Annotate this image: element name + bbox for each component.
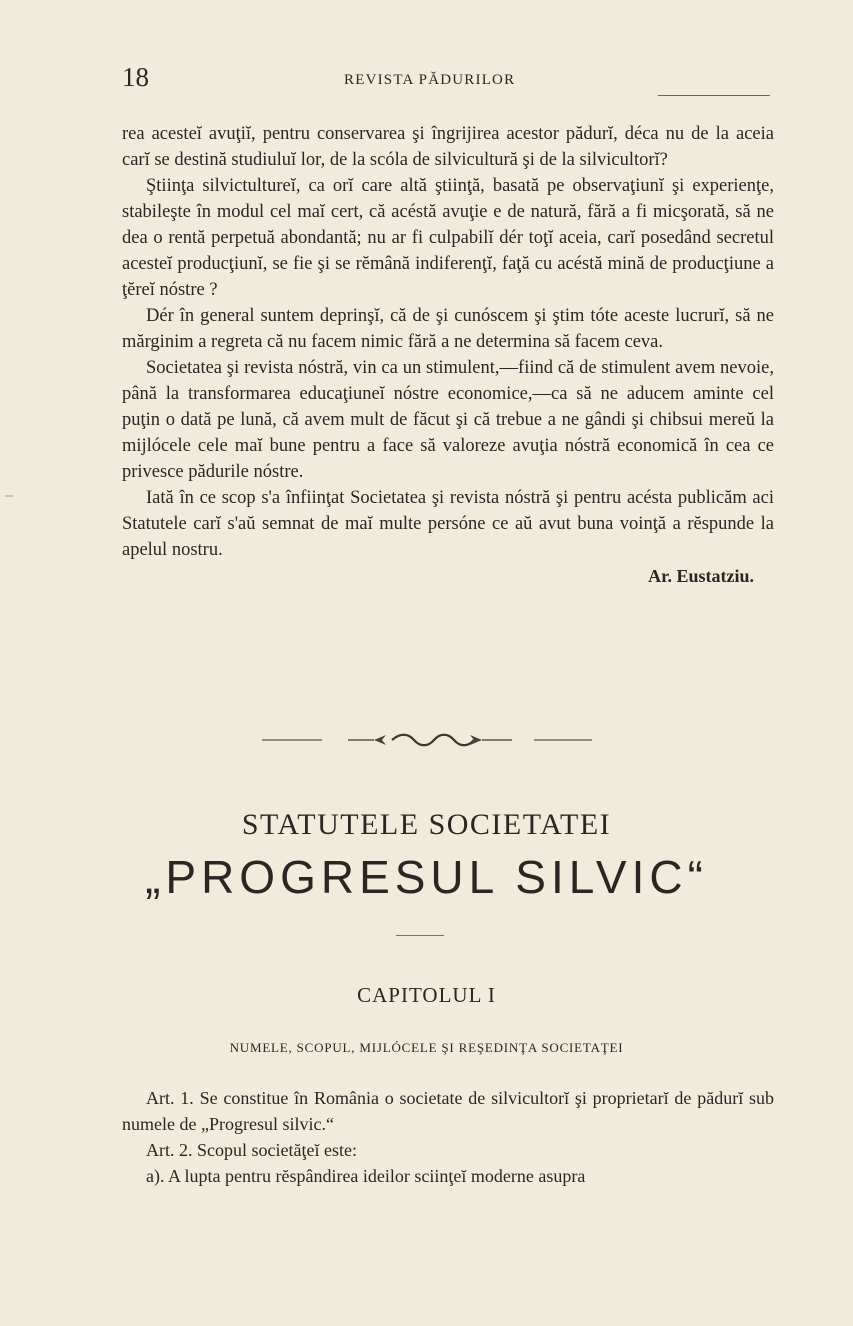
body-paragraph: rea acesteĭ avuţiĭ, pentru conservarea şi îngrijirea acestor pădurĭ, déca nu de la aceia carĭ se destină studiuluĭ lor, de la scóla de silvicultură şi de la silvicultorĭ? [122,124,774,170]
running-title: REVISTA PĂDURILOR [344,72,516,88]
section-rule [396,935,444,936]
society-name: „PROGRESUL SILVIC“ [145,851,708,903]
chapter-title: CAPITOLUL I [357,983,496,1007]
header-rule [658,95,770,96]
body-paragraph: Societatea şi revista nóstră, vin ca un stimulent,—fiind că de stimulent avem nevoie, până la transformarea educaţiuneĭ nóstre economice,—ca să ne aducem aminte cel puţin o dată pe lună, că avem mult de făcut şi că trebue a ne gândi şi chibsui mereŭ la mijlócele cele maĭ bune pentru a face să valoreze avuţia nóstră economică în cea ce privesce pădurile nóstre. [122,358,774,482]
ornament-divider [0,728,853,758]
chapter-subtitle: NUMELE, SCOPUL, MIJLÓCELE ŞI REŞEDINŢA SOCIETAŢEI [229,1040,624,1055]
author-signature: Ar. Eustatziu. [648,566,754,586]
page-header [122,60,770,100]
article-paragraph: Art. 2. Scopul societăţeĭ este: [146,1140,357,1160]
scan-mark [5,495,13,497]
page-number: 18 [122,62,149,92]
body-paragraph: Ştiinţa silvictultureĭ, ca orĭ care altă ştiinţă, basată pe observaţiunĭ şi experienţe, stabileşte în modul cel maĭ cert, că acéstă avuţie e de natură, fără a fi micşorată, să ne dea o rentă perpetuă abondantă; nu ar fi culpabilĭ dér toţĭ aceia, carĭ posedând secretul acesteĭ producţiunĭ, se fie şi se rĕmână indiferenţĭ, faţă cu acéstă mină de producţiune a ţĕreĭ nóstre ? [122,176,774,300]
body-paragraph: Iată în ce scop s'a înfiinţat Societatea şi revista nóstră şi pentru acésta publicăm aci Statutele carĭ s'aŭ semnat de maĭ multe persóne ce aŭ avut buna voinţă a rĕspunde la apelul nostru. [122,488,774,560]
statute-title: STATUTELE SOCIETATEI [241,808,612,841]
article-body [122,121,774,589]
statute-articles [122,1085,774,1189]
article-paragraph: a). A lupta pentru rĕspândirea ideilor sciinţeĭ moderne asupra [146,1166,586,1186]
article-paragraph: Art. 1. Se constitue în România o societate de silvicultorĭ şi proprietarĭ de pădurĭ sub numele de „Progresul silvic.“ [122,1088,774,1134]
ornament-flourish-icon [262,728,592,752]
body-paragraph: Dér în general suntem deprinşĭ, că de şi cunóscem şi ştim tóte aceste lucrurĭ, să ne mărginim a regreta că nu facem nimic fără a ne determina să facem ceva. [122,306,774,352]
